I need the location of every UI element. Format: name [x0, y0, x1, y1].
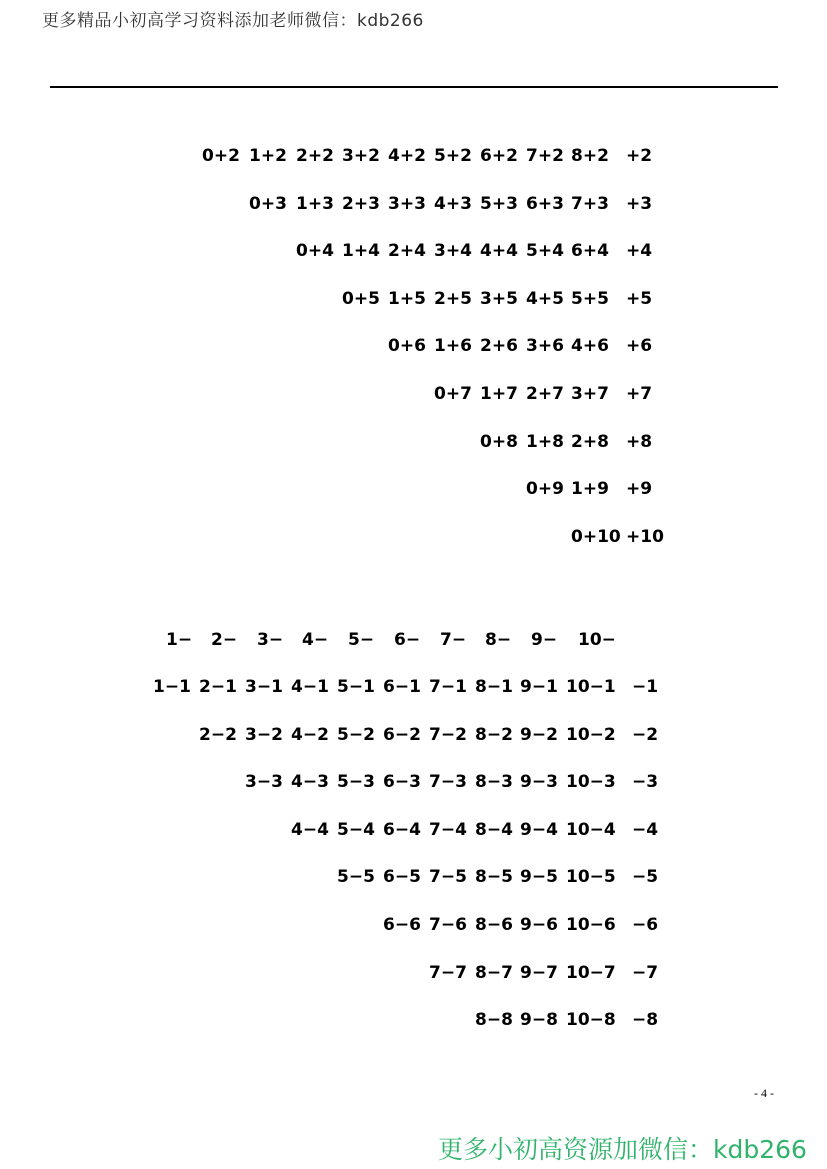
subtraction-cell: 4−3	[291, 772, 329, 793]
subtraction-cell: 10−1	[566, 677, 616, 697]
addition-row	[0, 146, 827, 172]
addition-row-total: +7	[626, 384, 653, 404]
subtraction-row-total: −8	[632, 1010, 659, 1031]
subtraction-cell: 8−1	[475, 677, 513, 697]
addition-cell: 3+2	[342, 146, 380, 166]
addition-cell: 0+10	[571, 526, 621, 547]
addition-cell: 3+4	[434, 241, 472, 262]
addition-row	[0, 384, 827, 410]
subtraction-head: 4−	[302, 630, 329, 650]
addition-cell: 6+3	[526, 193, 564, 214]
addition-cell: 0+4	[296, 241, 334, 262]
subtraction-head: 2−	[211, 630, 238, 650]
subtraction-heads-row	[0, 630, 827, 656]
subtraction-cell: 10−8	[566, 1010, 616, 1031]
subtraction-cell: 9−1	[520, 677, 558, 697]
subtraction-row	[0, 772, 827, 798]
subtraction-row	[0, 915, 827, 941]
addition-cell: 3+6	[526, 336, 564, 357]
addition-cell: 1+4	[342, 241, 380, 262]
subtraction-cell: 6−6	[383, 915, 421, 935]
addition-cell: 5+4	[526, 241, 564, 262]
addition-row	[0, 527, 827, 553]
subtraction-cell: 7−3	[429, 772, 467, 793]
addition-cell: 6+2	[480, 146, 518, 166]
addition-cell: 2+5	[434, 288, 472, 309]
subtraction-head: 5−	[348, 630, 375, 650]
subtraction-cell: 7−1	[429, 677, 467, 697]
subtraction-cell: 5−5	[337, 867, 375, 888]
subtraction-cell: 10−5	[566, 867, 616, 888]
addition-cell: 2+7	[526, 384, 564, 404]
subtraction-cell: 8−8	[475, 1010, 513, 1031]
subtraction-head: 8−	[485, 630, 512, 650]
addition-cell: 2+4	[388, 241, 426, 262]
subtraction-cell: 10−7	[566, 962, 616, 983]
addition-cell: 5+5	[571, 288, 609, 309]
subtraction-cell: 1−1	[153, 677, 191, 697]
subtraction-row	[0, 1010, 827, 1036]
addition-cell: 0+6	[388, 336, 426, 357]
subtraction-cell: 10−6	[566, 915, 616, 935]
subtraction-head: 3−	[257, 630, 284, 650]
addition-cell: 2+3	[342, 193, 380, 214]
addition-cell: 1+5	[388, 288, 426, 309]
addition-cell: 0+5	[342, 288, 380, 309]
subtraction-cell: 9−2	[520, 724, 558, 745]
header-text: 更多精品小初高学习资料添加老师微信：kdb266	[42, 11, 424, 31]
addition-row	[0, 336, 827, 362]
addition-cell: 1+9	[571, 479, 609, 500]
subtraction-cell: 8−5	[475, 867, 513, 888]
subtraction-cell: 9−4	[520, 819, 558, 840]
addition-cell: 1+7	[480, 384, 518, 404]
addition-cell: 2+6	[480, 336, 518, 357]
subtraction-cell: 8−4	[475, 819, 513, 840]
addition-row	[0, 289, 827, 315]
addition-cell: 0+2	[202, 146, 240, 166]
subtraction-cell: 5−1	[337, 677, 375, 697]
addition-cell: 4+2	[388, 146, 426, 166]
footer-text: 更多小初高资源加微信：kdb266	[438, 1135, 807, 1164]
subtraction-head: 1−	[166, 630, 193, 650]
subtraction-cell: 4−1	[291, 677, 329, 697]
subtraction-cell: 4−4	[291, 819, 329, 840]
subtraction-cell: 4−2	[291, 724, 329, 745]
addition-row-total: +10	[626, 526, 664, 547]
subtraction-cell: 3−3	[245, 772, 283, 793]
subtraction-cell: 2−2	[199, 724, 237, 745]
subtraction-cell: 6−2	[383, 724, 421, 745]
addition-row-total: +5	[626, 288, 653, 309]
addition-cell: 0+9	[526, 479, 564, 500]
subtraction-cell: 10−2	[566, 724, 616, 745]
page-number: - 4 -	[754, 1086, 774, 1100]
addition-cell: 1+6	[434, 336, 472, 357]
addition-row	[0, 479, 827, 505]
subtraction-cell: 7−4	[429, 819, 467, 840]
subtraction-cell: 7−7	[429, 962, 467, 983]
addition-cell: 4+5	[526, 288, 564, 309]
subtraction-head: 10−	[578, 630, 616, 650]
subtraction-row	[0, 963, 827, 989]
subtraction-cell: 9−7	[520, 962, 558, 983]
addition-cell: 7+3	[571, 193, 609, 214]
subtraction-row	[0, 725, 827, 751]
addition-cell: 1+3	[296, 193, 334, 214]
addition-cell: 0+7	[434, 384, 472, 404]
addition-row	[0, 241, 827, 267]
subtraction-cell: 6−3	[383, 772, 421, 793]
header-rule	[50, 86, 778, 88]
addition-cell: 0+8	[480, 431, 518, 452]
addition-cell: 5+3	[480, 193, 518, 214]
addition-cell: 3+7	[571, 384, 609, 404]
addition-row	[0, 432, 827, 458]
addition-cell: 2+8	[571, 431, 609, 452]
subtraction-row	[0, 820, 827, 846]
subtraction-cell: 9−8	[520, 1010, 558, 1031]
addition-cell: 4+4	[480, 241, 518, 262]
subtraction-row-total: −7	[632, 962, 659, 983]
subtraction-cell: 7−6	[429, 915, 467, 935]
subtraction-cell: 6−5	[383, 867, 421, 888]
addition-cell: 1+2	[249, 146, 287, 166]
addition-cell: 0+3	[249, 193, 287, 214]
addition-cell: 5+2	[434, 146, 472, 166]
addition-row-total: +2	[626, 146, 653, 166]
subtraction-row-total: −2	[632, 724, 659, 745]
subtraction-cell: 6−4	[383, 819, 421, 840]
addition-row-total: +4	[626, 241, 653, 262]
addition-cell: 3+3	[388, 193, 426, 214]
subtraction-cell: 7−2	[429, 724, 467, 745]
subtraction-cell: 8−6	[475, 915, 513, 935]
subtraction-cell: 6−1	[383, 677, 421, 697]
addition-cell: 3+5	[480, 288, 518, 309]
subtraction-row-total: −3	[632, 772, 659, 793]
subtraction-head: 7−	[440, 630, 467, 650]
subtraction-head: 6−	[394, 630, 421, 650]
subtraction-cell: 9−5	[520, 867, 558, 888]
addition-row-total: +3	[626, 193, 653, 214]
subtraction-cell: 9−3	[520, 772, 558, 793]
subtraction-cell: 3−2	[245, 724, 283, 745]
addition-row-total: +9	[626, 479, 653, 500]
addition-cell: 4+3	[434, 193, 472, 214]
subtraction-row	[0, 867, 827, 893]
subtraction-cell: 10−3	[566, 772, 616, 793]
addition-row	[0, 194, 827, 220]
subtraction-cell: 3−1	[245, 677, 283, 697]
subtraction-cell: 5−4	[337, 819, 375, 840]
addition-cell: 1+8	[526, 431, 564, 452]
subtraction-cell: 5−2	[337, 724, 375, 745]
addition-cell: 8+2	[571, 146, 609, 166]
subtraction-row-total: −1	[632, 677, 659, 697]
subtraction-cell: 8−7	[475, 962, 513, 983]
addition-row-total: +8	[626, 431, 653, 452]
subtraction-row-total: −6	[632, 915, 659, 935]
subtraction-cell: 8−2	[475, 724, 513, 745]
addition-cell: 2+2	[296, 146, 334, 166]
subtraction-cell: 2−1	[199, 677, 237, 697]
addition-cell: 7+2	[526, 146, 564, 166]
subtraction-cell: 10−4	[566, 819, 616, 840]
subtraction-cell: 7−5	[429, 867, 467, 888]
addition-row-total: +6	[626, 336, 653, 357]
subtraction-cell: 5−3	[337, 772, 375, 793]
subtraction-cell: 9−6	[520, 915, 558, 935]
subtraction-row	[0, 677, 827, 703]
subtraction-row-total: −5	[632, 867, 659, 888]
subtraction-row-total: −4	[632, 819, 659, 840]
addition-cell: 4+6	[571, 336, 609, 357]
addition-cell: 6+4	[571, 241, 609, 262]
subtraction-head: 9−	[531, 630, 558, 650]
subtraction-cell: 8−3	[475, 772, 513, 793]
